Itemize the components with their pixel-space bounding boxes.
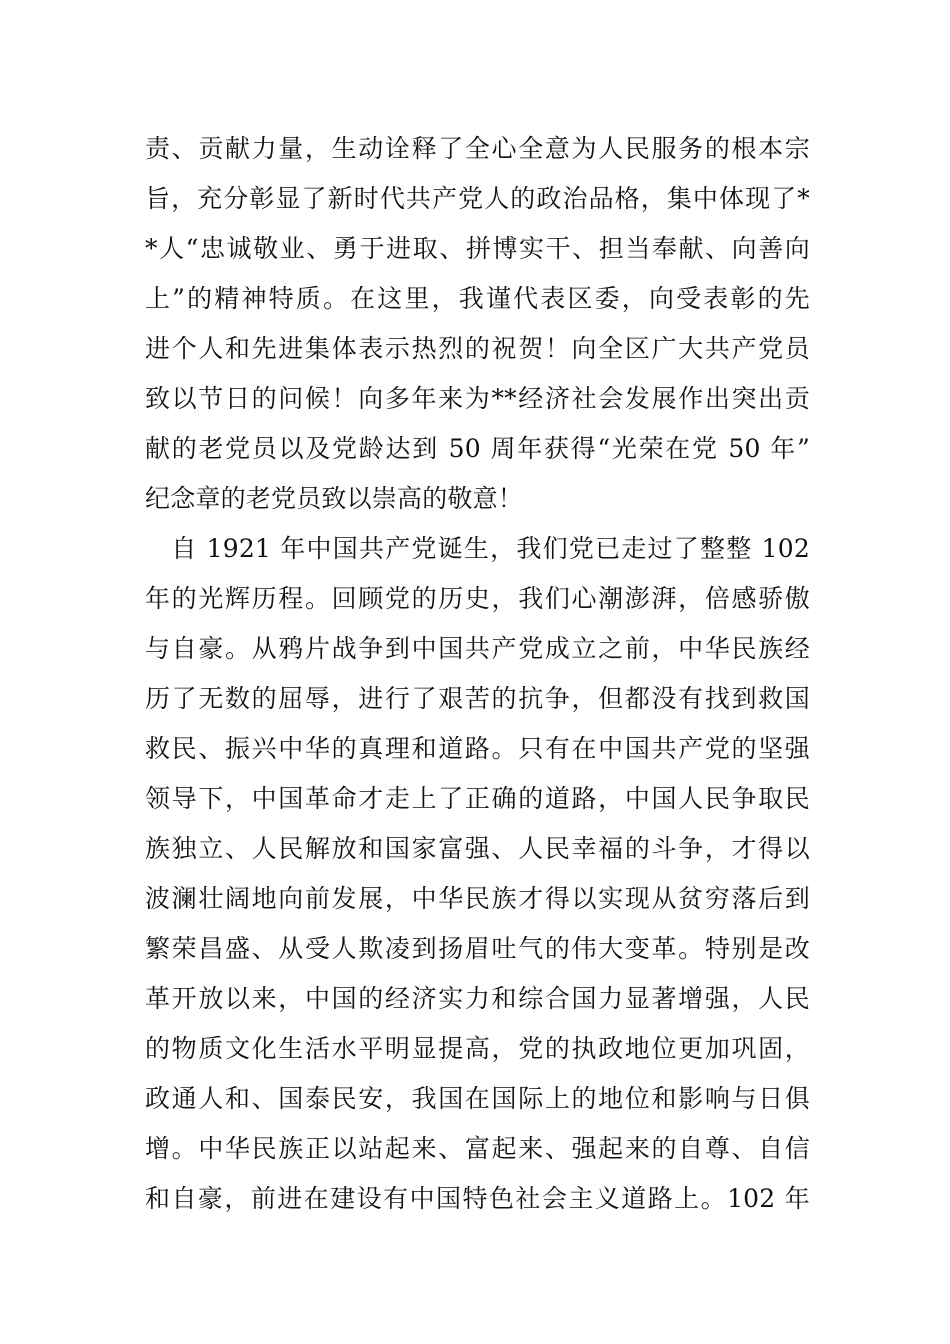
text-line: 献的老党员以及党龄达到 50 周年获得“光荣在党 50 年” bbox=[145, 434, 810, 463]
text-line: 上”的精神特质。在这里，我谨代表区委，向受表彰的先 bbox=[145, 284, 810, 313]
text-line: 纪念章的老党员致以崇高的敬意！ bbox=[145, 484, 524, 513]
text-line: 的物质文化生活水平明显提高，党的执政地位更加巩固， bbox=[145, 1034, 810, 1063]
text-line: 历了无数的屈辱，进行了艰苦的抗争，但都没有找到救国 bbox=[145, 684, 810, 713]
body-text bbox=[145, 124, 810, 1224]
text-line: 族独立、人民解放和国家富强、人民幸福的斗争，才得以 bbox=[145, 834, 810, 863]
text-line: 与自豪。从鸦片战争到中国共产党成立之前，中华民族经 bbox=[145, 634, 810, 663]
text-line: 责、贡献力量，生动诠释了全心全意为人民服务的根本宗 bbox=[145, 134, 810, 163]
text-line: *人“忠诚敬业、勇于进取、拼博实干、担当奉献、向善向 bbox=[145, 234, 810, 263]
text-line: 自 1921 年中国共产党诞生，我们党已走过了整整 102 bbox=[145, 534, 810, 563]
text-line: 政通人和、国泰民安，我国在国际上的地位和影响与日俱 bbox=[145, 1084, 810, 1113]
text-line: 革开放以来，中国的经济实力和综合国力显著增强，人民 bbox=[145, 984, 810, 1013]
text-line: 和自豪，前进在建设有中国特色社会主义道路上。102 年 bbox=[145, 1184, 810, 1213]
text-line: 增。中华民族正以站起来、富起来、强起来的自尊、自信 bbox=[145, 1134, 810, 1163]
text-line: 年的光辉历程。回顾党的历史，我们心潮澎湃，倍感骄傲 bbox=[145, 584, 810, 613]
text-line: 救民、振兴中华的真理和道路。只有在中国共产党的坚强 bbox=[145, 734, 810, 763]
text-line: 波澜壮阔地向前发展，中华民族才得以实现从贫穷落后到 bbox=[145, 884, 810, 913]
text-line: 进个人和先进集体表示热烈的祝贺！向全区广大共产党员 bbox=[145, 334, 810, 363]
text-line: 繁荣昌盛、从受人欺凌到扬眉吐气的伟大变革。特别是改 bbox=[145, 934, 810, 963]
text-line: 领导下，中国革命才走上了正确的道路，中国人民争取民 bbox=[145, 784, 810, 813]
text-line: 致以节日的问候！向多年来为**经济社会发展作出突出贡 bbox=[145, 384, 810, 413]
text-line: 旨，充分彰显了新时代共产党人的政治品格，集中体现了* bbox=[145, 184, 810, 213]
